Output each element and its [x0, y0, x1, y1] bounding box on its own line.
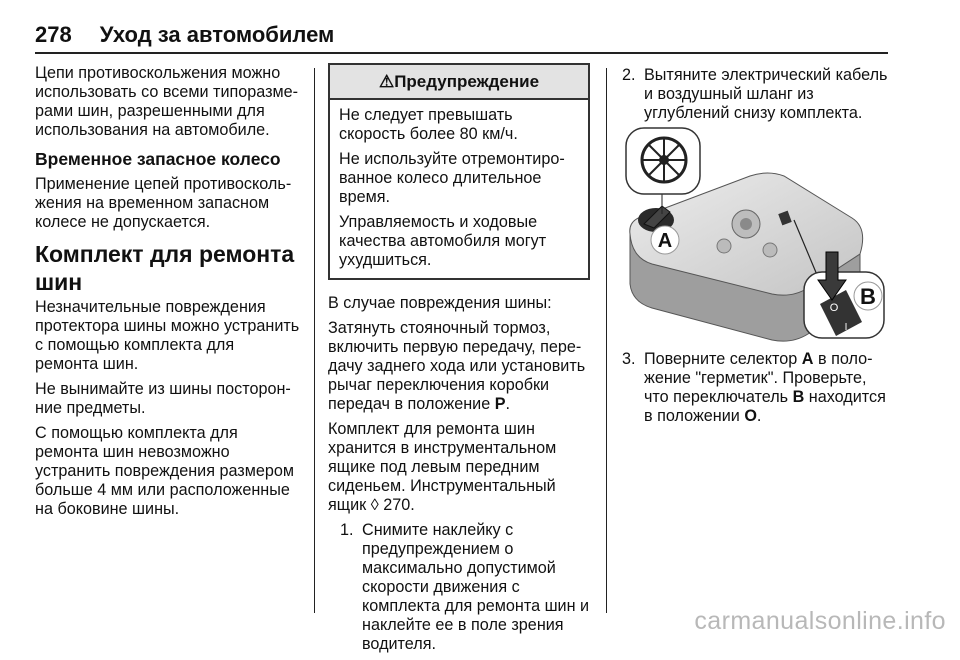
damage-lead: В случае повреждения шины: [328, 294, 552, 312]
steps-list-col2 [328, 521, 590, 654]
period: . [505, 395, 511, 413]
warning-body [330, 100, 588, 278]
watermark: carmanualsonline.info [694, 607, 946, 635]
step-3-selector-ref: A [801, 350, 814, 368]
repair-kit-figure [622, 124, 886, 344]
column-3 [622, 66, 890, 129]
storage-paragraph [328, 420, 590, 515]
step-1-text: Снимите наклейку с предупреждением о максимально допустимой скорости движения с комплекта для ремонта шин и наклейте ее в поле зрения водителя. [362, 521, 590, 653]
step-1 [340, 521, 590, 654]
warning-icon: ⚠ [378, 72, 395, 91]
repair-kit-paragraph-3: С помощью комплекта для ремонта шин невозможно устранить повреждения размером больше 4 мм или расположенные на боковине шины. [35, 424, 294, 518]
gear-position-p: P [494, 395, 506, 413]
page-ref-link[interactable]: 270. [383, 496, 415, 514]
step-3-number: 3. [622, 350, 636, 368]
step-2-text: Вытяните электрический кабель и воздушный шланг из углублений снизу комплекта. [644, 66, 888, 122]
step-3-position-o: O [744, 407, 757, 425]
warning-title: Предупреждение [394, 72, 540, 91]
column-1 [35, 64, 300, 525]
damage-paragraph [328, 319, 590, 414]
step-2 [622, 66, 890, 123]
step-3-switch-ref: B [792, 388, 805, 406]
repair-kit-paragraph-2: Не вынимайте из шины посторонние предметы. [35, 380, 291, 417]
warning-header [330, 65, 588, 100]
column-divider-2 [606, 68, 607, 613]
label-a: A [657, 230, 673, 252]
chains-intro: Цепи противоскольжения можно использовать со всеми типоразмерами шин, разрешенными для использования на автомобиле. [35, 64, 299, 139]
spare-wheel-heading: Временное запасное колесо [35, 149, 281, 169]
step-3-end: . [756, 407, 762, 425]
step-3-text-b: в положение "герметик". Проверьте, что переключатель [644, 350, 873, 406]
page-header [35, 22, 334, 48]
minus-button [717, 239, 731, 253]
column-3-lower [622, 350, 890, 432]
warning-text-1: Не следует превышать скорость более 80 км/ч. [339, 106, 518, 143]
step-2-number: 2. [622, 66, 636, 84]
warning-text-3: Управляемость и ходовые качества автомобиля могут ухудшиться. [339, 213, 547, 269]
cable-reel-inset [626, 128, 700, 194]
label-b: B [860, 284, 876, 309]
spare-wheel-text: Применение цепей противоскольжения на временном запасном колесе не допускается. [35, 175, 292, 231]
damage-text: Затянуть стояночный тормоз, включить первую передачу, передачу заднего хода или установить рычаг переключения коробки передач в положение [328, 319, 586, 413]
step-1-number: 1. [340, 521, 354, 539]
storage-text: Комплект для ремонта шин хранится в инструментальном ящике под левым передним сиденьем. Инструментальный ящик [328, 420, 557, 514]
warning-text-2: Не используйте отремонтированное колесо длительное время. [339, 150, 565, 206]
warning-box [328, 63, 590, 280]
steps-list-col3 [622, 66, 890, 123]
gauge-center [740, 218, 752, 230]
switch-o-mark: O [829, 302, 839, 314]
plus-button [763, 243, 777, 257]
step-3 [622, 350, 890, 426]
label-a-marker [651, 226, 679, 254]
column-divider-1 [314, 68, 315, 613]
step-3-text-a: Поверните селектор [644, 350, 798, 368]
step-3-text-c: находится в положении [644, 388, 886, 425]
repair-kit-heading: Комплект для ремонта шин [35, 241, 295, 295]
switch-i-mark: I [844, 322, 848, 333]
header-rule [35, 52, 888, 54]
steps-list-col3-lower [622, 350, 890, 426]
page-title: Уход за автомобилем [99, 22, 335, 47]
page-ref-icon: ◊ [370, 496, 379, 514]
page-number: 278 [35, 22, 72, 47]
column-2 [328, 66, 590, 660]
repair-kit-paragraph-1: Незначительные повреждения протектора шины можно устранить с помощью комплекта для ремонта шин. [35, 298, 300, 373]
